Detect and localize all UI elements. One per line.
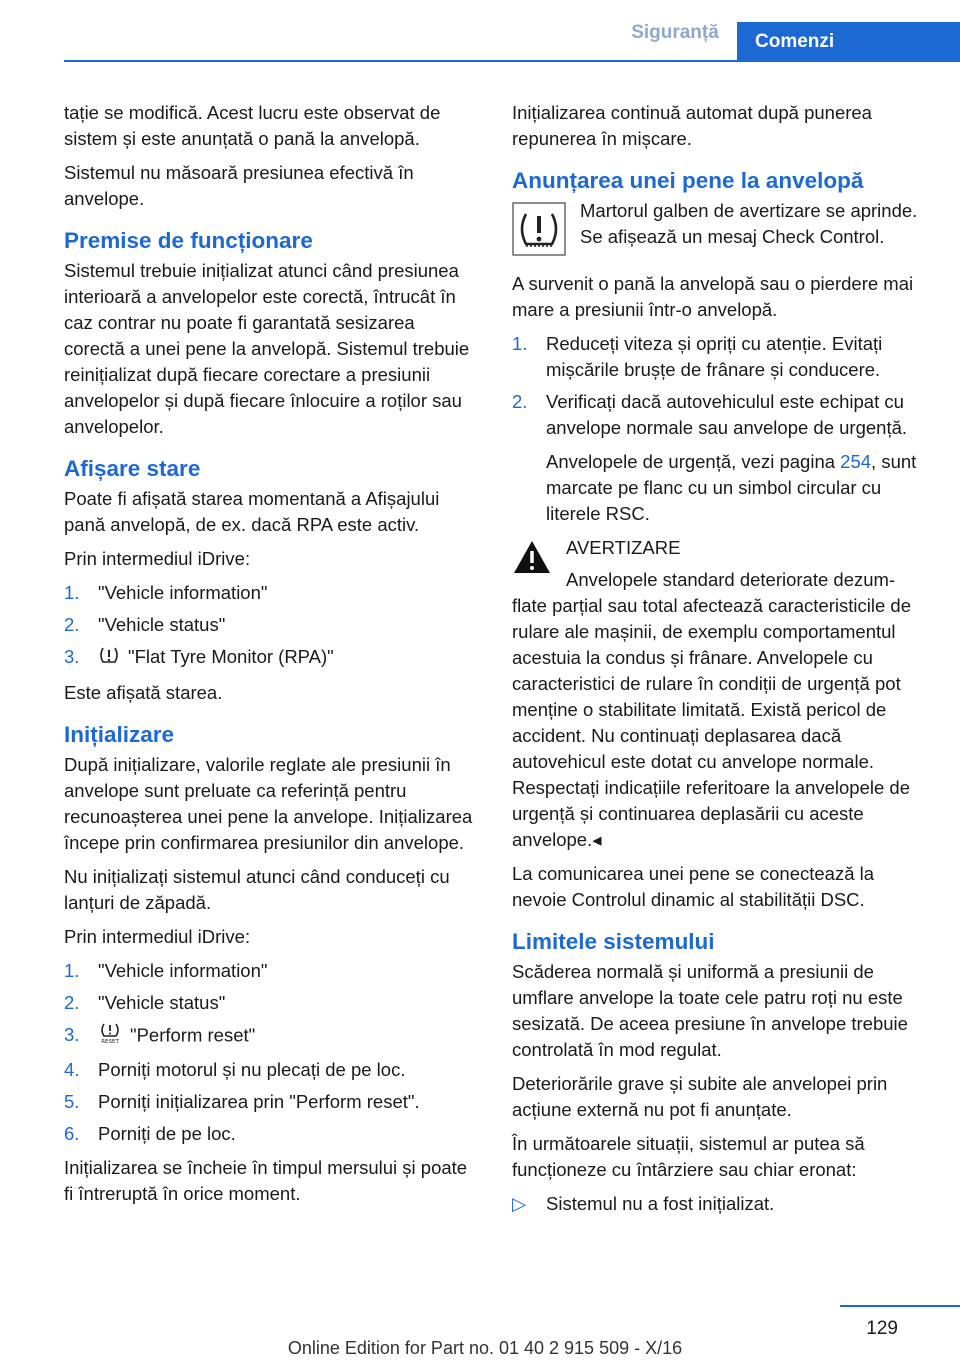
paragraph: tație se modifică. Acest lucru este observat de sistem și este anunțată o pană la anvelopă.: [64, 102, 441, 149]
page-header: [0, 0, 960, 62]
list-item: [64, 1121, 479, 1147]
list-text: "Vehicle information": [98, 959, 268, 981]
paragraph: În următoarele situații, sistemul ar putea să funcționeze cu întârziere sau chiar eronat:: [512, 1133, 865, 1180]
list-text: Porniți de pe loc.: [98, 1122, 236, 1144]
left-column: [64, 100, 479, 1215]
list-item: [512, 331, 927, 383]
bullet-icon: ▷: [512, 1193, 527, 1214]
paragraph: A survenit o pană la anvelopă sau o pierdere mai mare a presiunii într-o anvelopă.: [512, 273, 914, 320]
warning-triangle-icon: [512, 539, 552, 582]
edition-text: Online Edition for Part no. 01 40 2 915 509 - X/16: [287, 1338, 683, 1358]
list-number: 2.: [64, 614, 80, 635]
list-item: [64, 1089, 479, 1115]
svg-text:RESET: RESET: [101, 1038, 119, 1044]
paragraph: Deteriorările grave și subite ale anvelopei prin acțiune externă nu pot fi anunțate.: [512, 1073, 888, 1120]
steps-list-status: [64, 580, 479, 672]
warning-box: [512, 535, 927, 853]
list-text: "Flat Tyre Monitor (RPA)": [128, 646, 334, 667]
paragraph: Prin intermediul iDrive:: [64, 925, 251, 947]
list-item: [64, 644, 479, 672]
list-text: "Perform reset": [130, 1024, 256, 1045]
heading-anuntare: Anunțarea unei pene la anvelopă: [512, 168, 864, 193]
page-number: 129: [866, 1318, 898, 1339]
sub-text-a: Anvelopele de urgență, vezi pagina: [546, 451, 841, 472]
list-item: [64, 958, 479, 984]
paragraph: Inițializarea continuă automat după punerea repunerea în mișcare.: [512, 102, 872, 149]
page-link-254[interactable]: 254: [840, 451, 872, 472]
paragraph: Inițializarea se încheie în timpul mersului și poate fi întreruptă în orice moment.: [64, 1156, 468, 1204]
right-column: [512, 100, 927, 1225]
lamp-text: Martorul galben de avertizare se aprinde. Se afișează un mesaj Check Control.: [580, 200, 918, 247]
list-text: Porniți motorul și nu plecați de pe loc.: [98, 1058, 406, 1080]
list-number: 2.: [64, 991, 80, 1013]
paragraph: Sistemul trebuie inițializat atunci când presiunea interioară a anvelopelor este corectă, întrucât în caz contrar nu poate fi garantată sesizarea corectă a unei pene la anvelopă. Sistemul trebuie reinițializat după fiecare corectare a presiunii anvelopelor și după fiecare înlocuire a roților sau anvelopelor.: [64, 260, 470, 437]
paragraph: Prin intermediul iDrive:: [64, 548, 251, 569]
list-item: [64, 580, 479, 606]
warning-header: [512, 535, 927, 593]
heading-premise: Premise de funcționare: [64, 228, 313, 253]
list-item: [64, 990, 479, 1016]
list-number: 1.: [64, 959, 80, 981]
footer-rule: [840, 1305, 960, 1307]
paragraph: Scăderea normală și uniformă a presiunii de umflare anvelope la toate cele patru roți nu este sesizată. De aceea presiune în anvelope trebuie controlată în mod regulat.: [512, 961, 908, 1060]
paragraph: La comunicarea unei pene se conectează la nevoie Controlul dinamic al stabilității DSC.: [512, 863, 875, 910]
warning-text: flate parțial sau total afectează caracteristicile de rulare ale mașinii, de exemplu comportamentul acestuia la condus și frânare. Anvelopele cu caracteristici de rulare în condiții de urgență pot menține o stabilitate limitată. Există pericol de accident. Nu continuați deplasarea dacă autovehicul este dotat cu anvelope normale. Respectați indicațiile referitoare la anvelopele de urgență și continuarea deplasării cu aceste anvelope.◂: [512, 595, 911, 850]
heading-afisare: Afișare stare: [64, 456, 201, 481]
paragraph: Este afișată starea.: [64, 681, 223, 703]
list-item: [512, 389, 927, 527]
sub-paragraph: [546, 449, 927, 527]
list-number: 1.: [64, 582, 80, 603]
heading-initializare: Inițializare: [64, 721, 175, 747]
list-item: [512, 1191, 927, 1217]
heading-limite: Limitele sistemului: [512, 929, 715, 954]
warning-first-line: Anvelopele standard deteriorate dezum-: [566, 569, 896, 590]
paragraph: Poate fi afișată starea momentană a Afișajului pană anvelopă, de ex. dacă RPA este activ.: [64, 488, 440, 535]
warning-lamp-block: [512, 198, 927, 263]
list-item: [64, 1057, 479, 1083]
sub-text-b: , sunt marcate pe flanc cu un simbol circular cu literele RSC.: [546, 451, 917, 524]
section-tab[interactable]: Siguranță: [631, 22, 719, 43]
chapter-tab[interactable]: Comenzi: [737, 22, 960, 62]
list-number: 3.: [64, 646, 80, 667]
list-number: 4.: [64, 1058, 80, 1080]
list-number: 3.: [64, 1023, 80, 1045]
list-text: Sistemul nu a fost inițializat.: [546, 1193, 775, 1214]
tyre-pressure-icon: [98, 645, 120, 672]
steps-list-flat: [512, 331, 927, 527]
header-rule: [64, 60, 960, 62]
paragraph: Nu inițializați sistemul atunci când conduceți cu lanțuri de zăpadă.: [64, 865, 450, 913]
list-number: 1.: [512, 333, 528, 354]
paragraph: După inițializare, valorile reglate ale presiunii în anvelope sunt preluate ca referință pentru recunoașterea unei pene la anvelope. Inițializarea începe prin confirmarea presiunilor din anvelope.: [64, 753, 473, 853]
list-text: Porniți inițializarea prin "Perform reset".: [98, 1090, 420, 1112]
steps-list-reset: [64, 958, 479, 1147]
edition-note: [0, 1338, 960, 1359]
bullet-list: [512, 1191, 927, 1217]
paragraph: Sistemul nu măsoară presiunea efectivă în anvelope.: [64, 162, 414, 209]
list-text: "Vehicle information": [98, 582, 268, 603]
list-number: 6.: [64, 1122, 80, 1144]
list-text: "Vehicle status": [98, 991, 226, 1013]
tyre-reset-icon: [98, 1022, 122, 1051]
list-text: "Vehicle status": [98, 614, 226, 635]
list-text: Reduceți viteza și opriți cu atenție. Evitați mișcările brușțe de frânare și conducere.: [546, 333, 883, 380]
list-item: [64, 1022, 479, 1051]
list-number: 5.: [64, 1090, 80, 1112]
warning-title: AVERTIZARE: [566, 537, 681, 558]
list-text: Verificați dacă autovehiculul este echipat cu anvelope normale sau anvelope de urgență.: [546, 391, 908, 438]
list-number: 2.: [512, 391, 528, 412]
list-item: [64, 612, 479, 638]
tyre-warning-lamp-icon: [512, 202, 566, 263]
